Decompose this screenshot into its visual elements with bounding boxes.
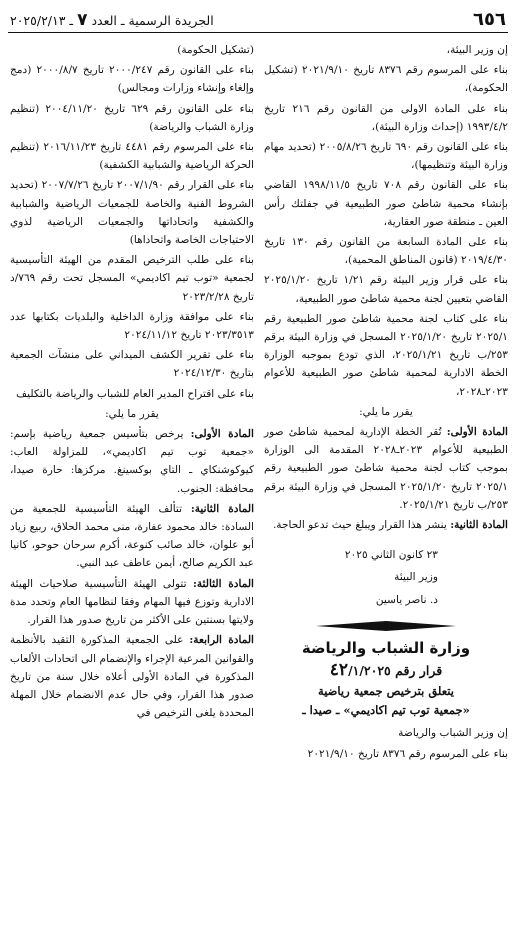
paragraph: بناء على القانون رقم ٦٩٠ تاريخ ٢٠٠٥/٨/٢٦ (تحديد مهام وزارة البيئة وتنظيمها)، xyxy=(264,141,508,172)
paragraph: إن وزير البيئة، xyxy=(446,44,508,56)
article-label: المادة الثانية: xyxy=(450,519,508,532)
article xyxy=(264,516,508,534)
paragraph: بناء على القانون رقم ٦٢٩ تاريخ ٢٠٠٤/١١/٢٠ (تنظيم وزارة الشباب والرياضة) xyxy=(10,102,254,133)
decision-number: ٤٢ xyxy=(329,660,349,681)
signature-block xyxy=(264,546,508,609)
paragraph: بناء على القانون رقم ٢٠٠٠/٢٤٧ تاريخ ٢٠٠٠/٨/٧ (دمج وإلغاء وإنشاء وزارات ومجالس) xyxy=(10,64,254,95)
article-text: تتألف الهيئة التأسيسية للجمعية من السادة: خالد محمود عفارة، منى محمد الحلاق، ربيع زياد أبو علوان، خالد صائب كنوعة، أكرم سرحان حوحو، كانيا عبد الكريم صالح، أيمن عاطف عبد النبي. xyxy=(10,502,254,570)
right-column xyxy=(264,41,508,765)
decides-heading: يقرر ما يلي: xyxy=(105,407,159,420)
paragraph: بناء على المادة الاولى من القانون رقم ٢١٦ تاريخ ١٩٩٣/٤/٢ (إحداث وزارة البيئة)، xyxy=(264,102,508,133)
article-label: المادة الأولى: xyxy=(446,426,508,439)
article-text: على الجمعية المذكورة التقيد بالأنظمة والقوانين المرعية الإجراء والإنضمام الى اتحادات الألعاب المذكورة في المادة الأولى أعلاه خلال سنة من تاريخ صدور هذا القرار، وفي حال عدم الانضمام خلال المهلة المحددة يلغى الترخيص في xyxy=(10,634,254,720)
paragraph: بناء على تقرير الكشف الميداني على منشآت الجمعية بتاريخ ٢٠٢٤/١٢/٣٠ xyxy=(10,349,254,380)
subject-line: «جمعية توب تيم اكاديمي» ـ صيدا ـ xyxy=(302,703,470,718)
section-divider xyxy=(264,621,508,631)
paragraph: بناء على قرار وزير البيئة رقم ١/٢١ تاريخ ٢٠٢٥/١/٢٠ القاضي بتعيين لجنة محمية شاطئ صور الطبيعية، xyxy=(264,274,508,305)
paragraph: بناء على اقتراح المدير العام للشباب والرياضة بالتكليف xyxy=(16,387,254,400)
article-label: المادة الثالثة: xyxy=(192,577,255,590)
gazette-name: الجريدة الرسمية ـ العدد xyxy=(91,13,214,28)
paragraph: بناء على المادة السابعة من القانون رقم ١٣٠ تاريخ ٢٠١٩/٤/٣٠ (قانون المناطق المحمية)، xyxy=(264,236,508,267)
article-label: المادة الرابعة: xyxy=(189,634,254,647)
ministry-title: وزارة الشباب والرياضة xyxy=(301,638,471,657)
paragraph: بناء على موافقة وزارة الداخلية والبلديات بكتابها عدد ٢٠٢٣/٣٥١٣ تاريخ ٢٠٢٤/١١/١٢ xyxy=(10,310,254,342)
article-text: تتولى الهيئة التأسيسية صلاحيات الهيئة الادارية وتوزع فيها المهام وفقا لنظامها العام وتحدد مدة ولايتها بسنتين على الأكثر من تاريخ صدور هذا القرار. xyxy=(10,577,254,627)
article xyxy=(10,425,254,498)
article xyxy=(10,500,254,573)
decision-prefix: قرار رقم xyxy=(395,663,443,679)
decision-subject xyxy=(264,682,508,720)
paragraph: إن وزير الشباب والرياضة xyxy=(398,727,508,740)
page-header xyxy=(8,6,508,33)
decision-suffix: /١/٢٠٢٥ xyxy=(348,663,391,679)
paragraph: بناء على القرار رقم ٢٠٠٧/١/٩٠ تاريخ ٢٠٠٧/٧/٢٦ (تحديد الشروط الفنية والخاصة للجمعيات الرياضية والشبابية والكشفية واتحاداتها والجمعيات الرياضية لذوي الاحتياجات الخاصة واتحاداها) xyxy=(10,179,254,247)
issue-number: ٧ xyxy=(77,10,88,30)
paragraph: بناء على المرسوم رقم ٤٤٨١ تاريخ ٢٠١٦/١١/٢٣ (تنظيم الحركة الرياضية والشبابية الكشفية) xyxy=(10,141,254,172)
signature-name: د. ناصر ياسين xyxy=(375,593,438,606)
paragraph: (تشكيل الحكومة) xyxy=(177,44,254,56)
left-column xyxy=(10,41,254,765)
decision-title xyxy=(264,661,508,680)
issue-date: ـ ٢٠٢٥/٢/١٣ xyxy=(10,13,74,28)
decides-heading: يقرر ما يلي: xyxy=(359,405,413,418)
article-label: المادة الثانية: xyxy=(190,502,255,515)
divider-ornament xyxy=(316,621,456,631)
gazette-title xyxy=(10,10,214,30)
article-label: المادة الأولى: xyxy=(190,428,254,441)
article xyxy=(264,423,508,514)
article-text: يرخص بتأسيس جمعية رياضية بإسم: «جمعية توب تيم اكاديمي»، للمزاولة العاب: كيوكوشنكاي ـ التاي بوكسينغ. مركزها: حارة صيدا، محافظة: الجنوب. xyxy=(10,428,254,495)
page-number: ٦٥٦ xyxy=(473,9,506,30)
article xyxy=(10,575,254,630)
subject-line: يتعلق بترخيص جمعية رياضية xyxy=(318,684,454,699)
paragraph: بناء على القانون رقم ٧٠٨ تاريخ ١٩٩٨/١١/٥ القاضي بإنشاء محمية شاطئ صور الطبيعية في جفلتك رأس العين ـ منطقة صور العقارية، xyxy=(264,179,509,228)
paragraph: بناء على طلب الترخيص المقدم من الهيئة التأسيسية لجمعية «توب تيم اكاديمي» المسجل تحت رقم ٧٦٩/د تاريخ ٢٠٢٣/٢/٢٨ xyxy=(10,254,254,303)
paragraph: بناء على كتاب لجنة محمية شاطئ صور الطبيعية رقم ٢٠٢٥/١ تاريخ ٢٠٢٥/١/٢٠ المسجل في وزارة البيئة برقم ٢٥٣/ب تاريخ ٢٠٢٥/١/٢١، الذي تودع بموجبه الوزارة الخطة الادارية لمحمية شاطئ صور الطبيعية للأعوام ٢٠٢٣ـ٢٠٢٨، xyxy=(264,312,508,398)
signature-title: وزير البيئة xyxy=(394,571,438,584)
columns xyxy=(8,41,508,765)
article xyxy=(10,631,254,722)
signature-date: ٢٣ كانون الثاني ٢٠٢٥ xyxy=(344,549,438,562)
paragraph: بناء على المرسوم رقم ٨٣٧٦ تاريخ ٢٠٢١/٩/١٠ xyxy=(307,747,508,760)
paragraph: بناء على المرسوم رقم ٨٣٧٦ تاريخ ٢٠٢١/٩/١٠ (تشكيل الحكومة)، xyxy=(264,64,508,95)
article-text: ينشر هذا القرار ويبلغ حيث تدعو الحاجة. xyxy=(272,519,447,532)
article-text: تُقر الخطة الإدارية لمحمية شاطئ صور الطبيعية للأعوام ٢٠٢٣ـ٢٠٢٨ المقدمة الى الوزارة بموجب كتاب لجنة محمية شاطئ صور الطبيعية رقم ٢٠٢٥/١ تاريخ ٢٠٢٥/١/٢٠ المسجل في وزارة البيئة برقم ٢٥٣/ب تاريخ ٢٠٢٥/١/٢١. xyxy=(264,426,509,511)
